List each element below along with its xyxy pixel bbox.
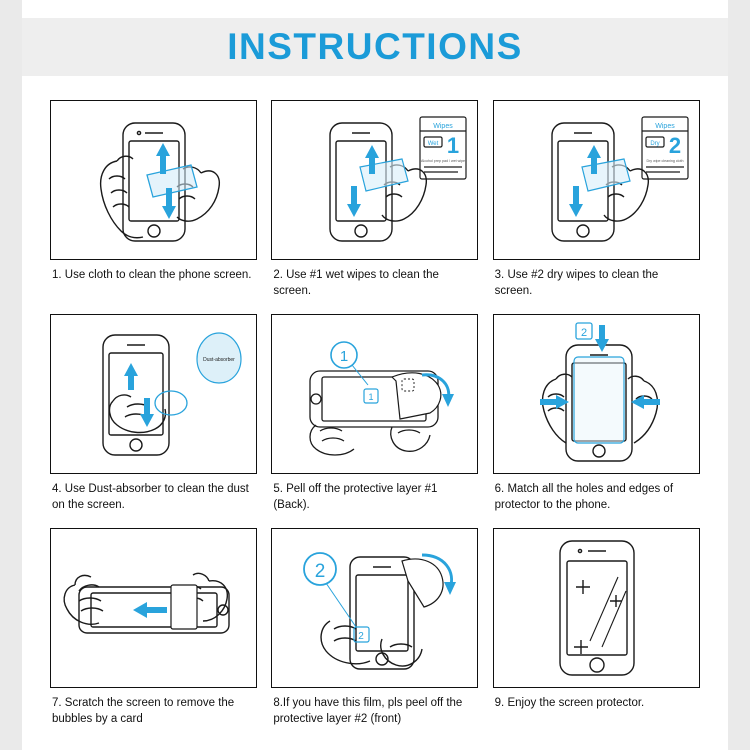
step-cell-2 — [271, 100, 478, 314]
step-cell-4 — [50, 314, 257, 528]
step-caption-1: 1. Use cloth to clean the phone screen. — [52, 269, 252, 281]
layer-tag-1-film: 1 — [368, 392, 374, 402]
step-caption-7: 7. Scratch the screen to remove the bubbles by a card — [52, 697, 235, 725]
packet-label-wipes-1: Wipes — [433, 123, 454, 130]
dust-absorber-label: Dust-absorber — [203, 357, 235, 363]
step-cell-3 — [493, 100, 700, 314]
step-panel-5 — [271, 314, 478, 474]
left-side-band — [0, 0, 22, 750]
step-panel-3 — [493, 100, 700, 260]
step-caption-9: 9. Enjoy the screen protector. — [494, 697, 645, 709]
step-cell-8 — [271, 528, 478, 742]
step-cell-9 — [493, 528, 700, 742]
steps-grid — [50, 100, 700, 742]
step-cell-6 — [493, 314, 700, 528]
step-illustration-4 — [51, 315, 256, 473]
step-caption-3: 3. Use #2 dry wipes to clean the screen. — [494, 269, 659, 297]
step-panel-4 — [50, 314, 257, 474]
packet-label-wet: Wet — [428, 141, 439, 147]
step-illustration-2 — [272, 101, 477, 259]
packet-label-dry: Dry — [649, 141, 660, 147]
step-panel-2 — [271, 100, 478, 260]
step-caption-8: 8.If you have this film, pls peel off the protective layer #2 (front) — [273, 697, 463, 725]
packet-subtext-1: Alcohol prep pad / wet wipe — [421, 159, 466, 163]
title-bar — [22, 18, 728, 76]
step-cell-5 — [271, 314, 478, 528]
step-cell-1 — [50, 100, 257, 314]
step-illustration-8 — [272, 529, 477, 687]
step-cell-7 — [50, 528, 257, 742]
step-illustration-6 — [494, 315, 699, 473]
step-illustration-1 — [51, 101, 256, 259]
step-illustration-7 — [51, 529, 256, 687]
step-illustration-3 — [494, 101, 699, 259]
right-side-band — [728, 0, 750, 750]
step-panel-8 — [271, 528, 478, 688]
page-title: INSTRUCTIONS — [227, 26, 523, 67]
packet-number-2: 2 — [668, 133, 681, 158]
step-caption-4: 4. Use Dust-absorber to clean the dust on the screen. — [52, 483, 249, 511]
packet-subtext-2: Dry wipe cleaning cloth — [646, 159, 684, 163]
layer-tag-2-step6: 2 — [580, 327, 587, 339]
layer-tag-2-film: 2 — [358, 631, 365, 642]
step-illustration-9 — [494, 529, 699, 687]
layer-tag-1-top: 1 — [340, 348, 349, 365]
step-caption-2: 2. Use #1 wet wipes to clean the screen. — [273, 269, 439, 297]
layer-tag-2-big: 2 — [315, 561, 326, 582]
packet-label-wipes-2: Wipes — [654, 123, 675, 130]
step-illustration-5 — [272, 315, 477, 473]
step-panel-6 — [493, 314, 700, 474]
step-panel-1 — [50, 100, 257, 260]
step-panel-9 — [493, 528, 700, 688]
packet-number-1: 1 — [447, 133, 460, 158]
step-panel-7 — [50, 528, 257, 688]
step-caption-5: 5. Pell off the protective layer #1 (Back). — [273, 483, 438, 511]
step-caption-6: 6. Match all the holes and edges of protector to the phone. — [494, 483, 674, 511]
